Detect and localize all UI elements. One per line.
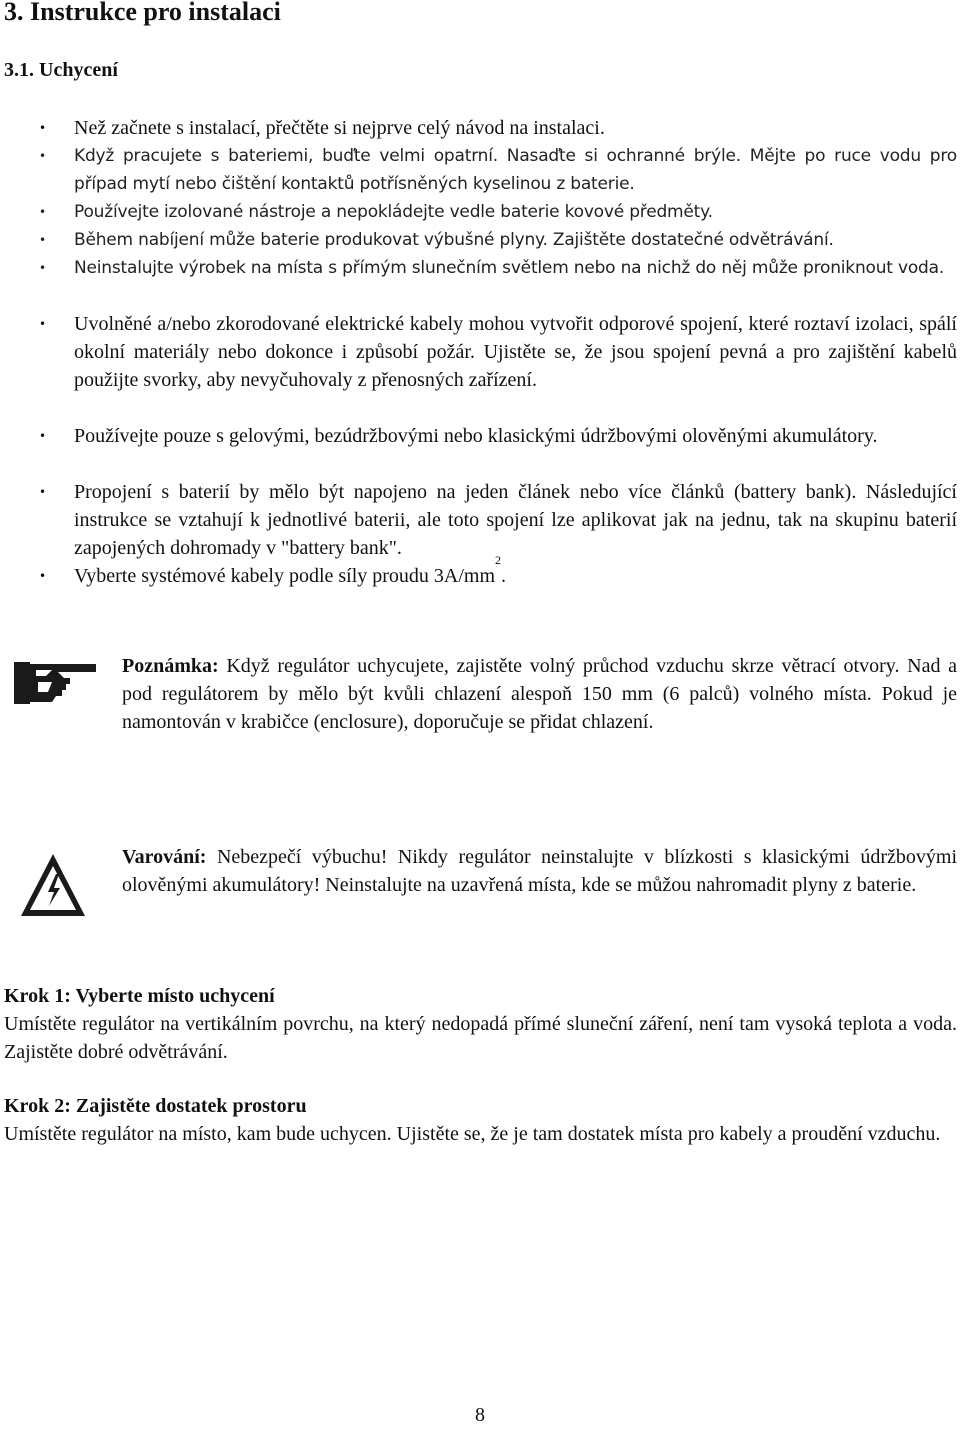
list-item <box>0 310 960 422</box>
high-voltage-warning-icon <box>18 850 88 920</box>
bullet-icon: • <box>39 233 46 247</box>
list-item-text: Vyberte systémové kabely podle síly proudu 3A/mm <box>74 565 496 587</box>
step-1-title: Krok 1: Vyberte místo uchycení <box>4 985 275 1007</box>
list-item-text: Neinstalujte výrobek na místa s přímým slunečním světlem nebo na nichž do něj může proniknout voda. <box>74 258 945 278</box>
bullet-icon: • <box>39 261 46 275</box>
step-1 <box>4 982 957 1066</box>
list-item <box>0 198 960 226</box>
list-item <box>0 142 960 198</box>
superscript: 2 <box>495 553 502 567</box>
bullet-icon: • <box>39 205 46 219</box>
list-item-text: Uvolněné a/nebo zkorodované elektrické kabely mohou vytvořit odporové spojení, které roztaví izolaci, spálí okolní materiály nebo dokonce i způsobí požár. Ujistěte se, že jsou spojení pevná a pro zajištění kabelů použijte svorky, aby nevyčuhovaly z přenosných zařízení. <box>74 313 957 391</box>
section-title: 3.1. Uchycení <box>4 59 118 81</box>
step-2-title: Krok 2: Zajistěte dostatek prostoru <box>4 1095 307 1117</box>
step-2-text: Umístěte regulátor na místo, kam bude uchycen. Ujistěte se, že je tam dostatek místa pro kabely a proudění vzduchu. <box>4 1123 941 1145</box>
list-item <box>0 422 960 478</box>
list-item <box>0 478 960 562</box>
note-text <box>122 652 957 736</box>
list-item-text: Během nabíjení může baterie produkovat výbušné plyny. Zajištěte dostatečné odvětrávání. <box>74 230 834 250</box>
list-item-tail: . <box>501 565 507 587</box>
bullet-icon: • <box>39 485 47 499</box>
page-number: 8 <box>475 1404 485 1426</box>
warning-body: Nebezpečí výbuchu! Nikdy regulátor neinstalujte v blízkosti s klasickými údržbovými olověnými akumulátory! Neinstalujte na uzavřená místa, kde se můžou nahromadit plyny z baterie. <box>122 846 957 896</box>
list-item <box>0 226 960 254</box>
page-title: 3. Instrukce pro instalaci <box>4 0 281 26</box>
list-item-text: Propojení s baterií by mělo být napojeno na jeden článek nebo více článků (battery bank). Následující instrukce se vztahují k jednotlivé baterii, ale toto spojení lze aplikovat jak na jednu, tak na skupinu baterií zapojených dohromady v "battery bank". <box>74 481 957 559</box>
note-body: Když regulátor uchycujete, zajistěte volný průchod vzduchu skrze větrací otvory. Nad a pod regulátorem by mělo být kvůli chlazení alespoň 150 mm (6 palců) volného místa. Pokud je namontován v krabičce (enclosure), doporučuje se přidat chlazení. <box>122 655 957 733</box>
step-2 <box>4 1092 957 1148</box>
list-item <box>0 553 960 590</box>
bullet-icon: • <box>39 317 47 331</box>
list-item-text: Používejte pouze s gelovými, bezúdržbovými nebo klasickými údržbovými olověnými akumulátory. <box>74 425 878 447</box>
list-item-text: Když pracujete s bateriemi, buďte velmi opatrní. Nasaďte si ochranné brýle. Mějte po ruce vodu pro případ mytí nebo čištění kontaktů potřísněných kyselinou z baterie. <box>74 146 957 194</box>
list-item <box>0 254 960 310</box>
note-label: Poznámka: <box>122 655 219 677</box>
bullet-icon: • <box>39 149 46 163</box>
pointing-hand-icon <box>12 652 102 712</box>
step-1-text: Umístěte regulátor na vertikálním povrchu, na který nedopadá přímé sluneční záření, není tam vysoká teplota a voda. Zajistěte dobré odvětrávání. <box>4 1013 957 1063</box>
list-item-text: Než začnete s instalací, přečtěte si nejprve celý návod na instalaci. <box>74 117 605 139</box>
warning-label: Varování: <box>122 846 207 868</box>
list-item-text: Používejte izolované nástroje a nepokládejte vedle baterie kovové předměty. <box>74 202 713 222</box>
instruction-list <box>0 114 960 590</box>
warning-text <box>122 843 957 899</box>
bullet-icon: • <box>39 569 47 583</box>
bullet-icon: • <box>39 429 47 443</box>
bullet-icon: • <box>39 121 47 135</box>
list-item <box>0 114 960 142</box>
